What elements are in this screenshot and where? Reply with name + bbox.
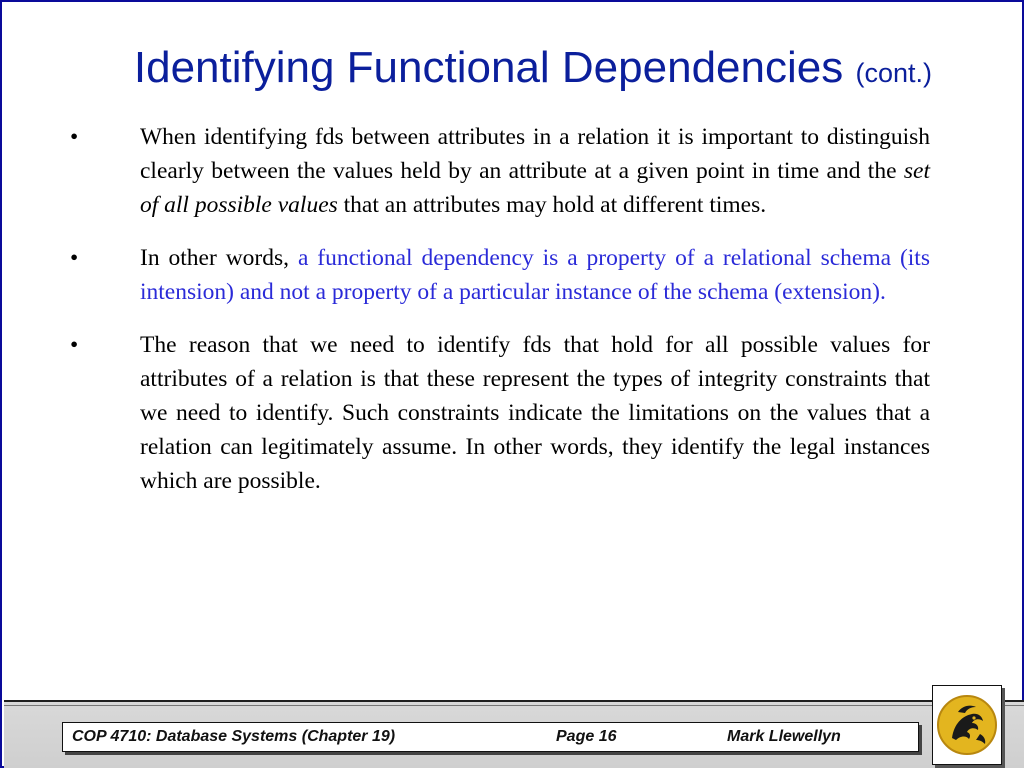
bullet-dot: • (70, 124, 79, 150)
bullet-highlight-phrase: a functional dependency is a property of a relational schema (its intension) and not a property of a particular instance of the schema (extension). (140, 245, 930, 305)
bullet-text: The reason that we need to identify fds that hold for all possible values for attributes of a relation is that these represent the types of integrity constraints that we need to identify. Such constraints indicate the limitations on the values that a relation can legitimately assume. In other words, they identify the legal instances which are possible. (140, 332, 930, 494)
footer-divider (4, 705, 1024, 706)
footer-page-number: Page 16 (556, 728, 617, 745)
footer-bar (62, 722, 919, 752)
bullet-item (62, 328, 930, 498)
footer-author: Mark Llewellyn (727, 728, 841, 745)
bullet-item (62, 120, 930, 222)
title-main: Identifying Functional Dependencies (133, 43, 844, 92)
footer-divider (4, 700, 1024, 702)
bullet-dot: • (70, 245, 79, 271)
logo-box (932, 685, 1002, 765)
bullet-text (140, 120, 930, 222)
bullet-text (140, 241, 930, 309)
bullet-italic-phrase: set of all possible values (140, 158, 930, 218)
footer-course: COP 4710: Database Systems (Chapter 19) (72, 728, 396, 745)
bullet-list (62, 120, 930, 517)
pegasus-logo-icon (936, 694, 998, 756)
bullet-text-part: that an attributes may hold at different times. (337, 192, 767, 218)
bullet-dot: • (70, 332, 79, 358)
slide-title (2, 42, 932, 99)
bullet-item (62, 241, 930, 309)
bullet-text-part: In other words, (140, 245, 298, 271)
bullet-text-part: When identifying fds between attributes in a relation it is important to distinguish clearly between the values held by an attribute at a given point in time and the (140, 124, 930, 184)
title-suffix: (cont.) (855, 58, 932, 88)
